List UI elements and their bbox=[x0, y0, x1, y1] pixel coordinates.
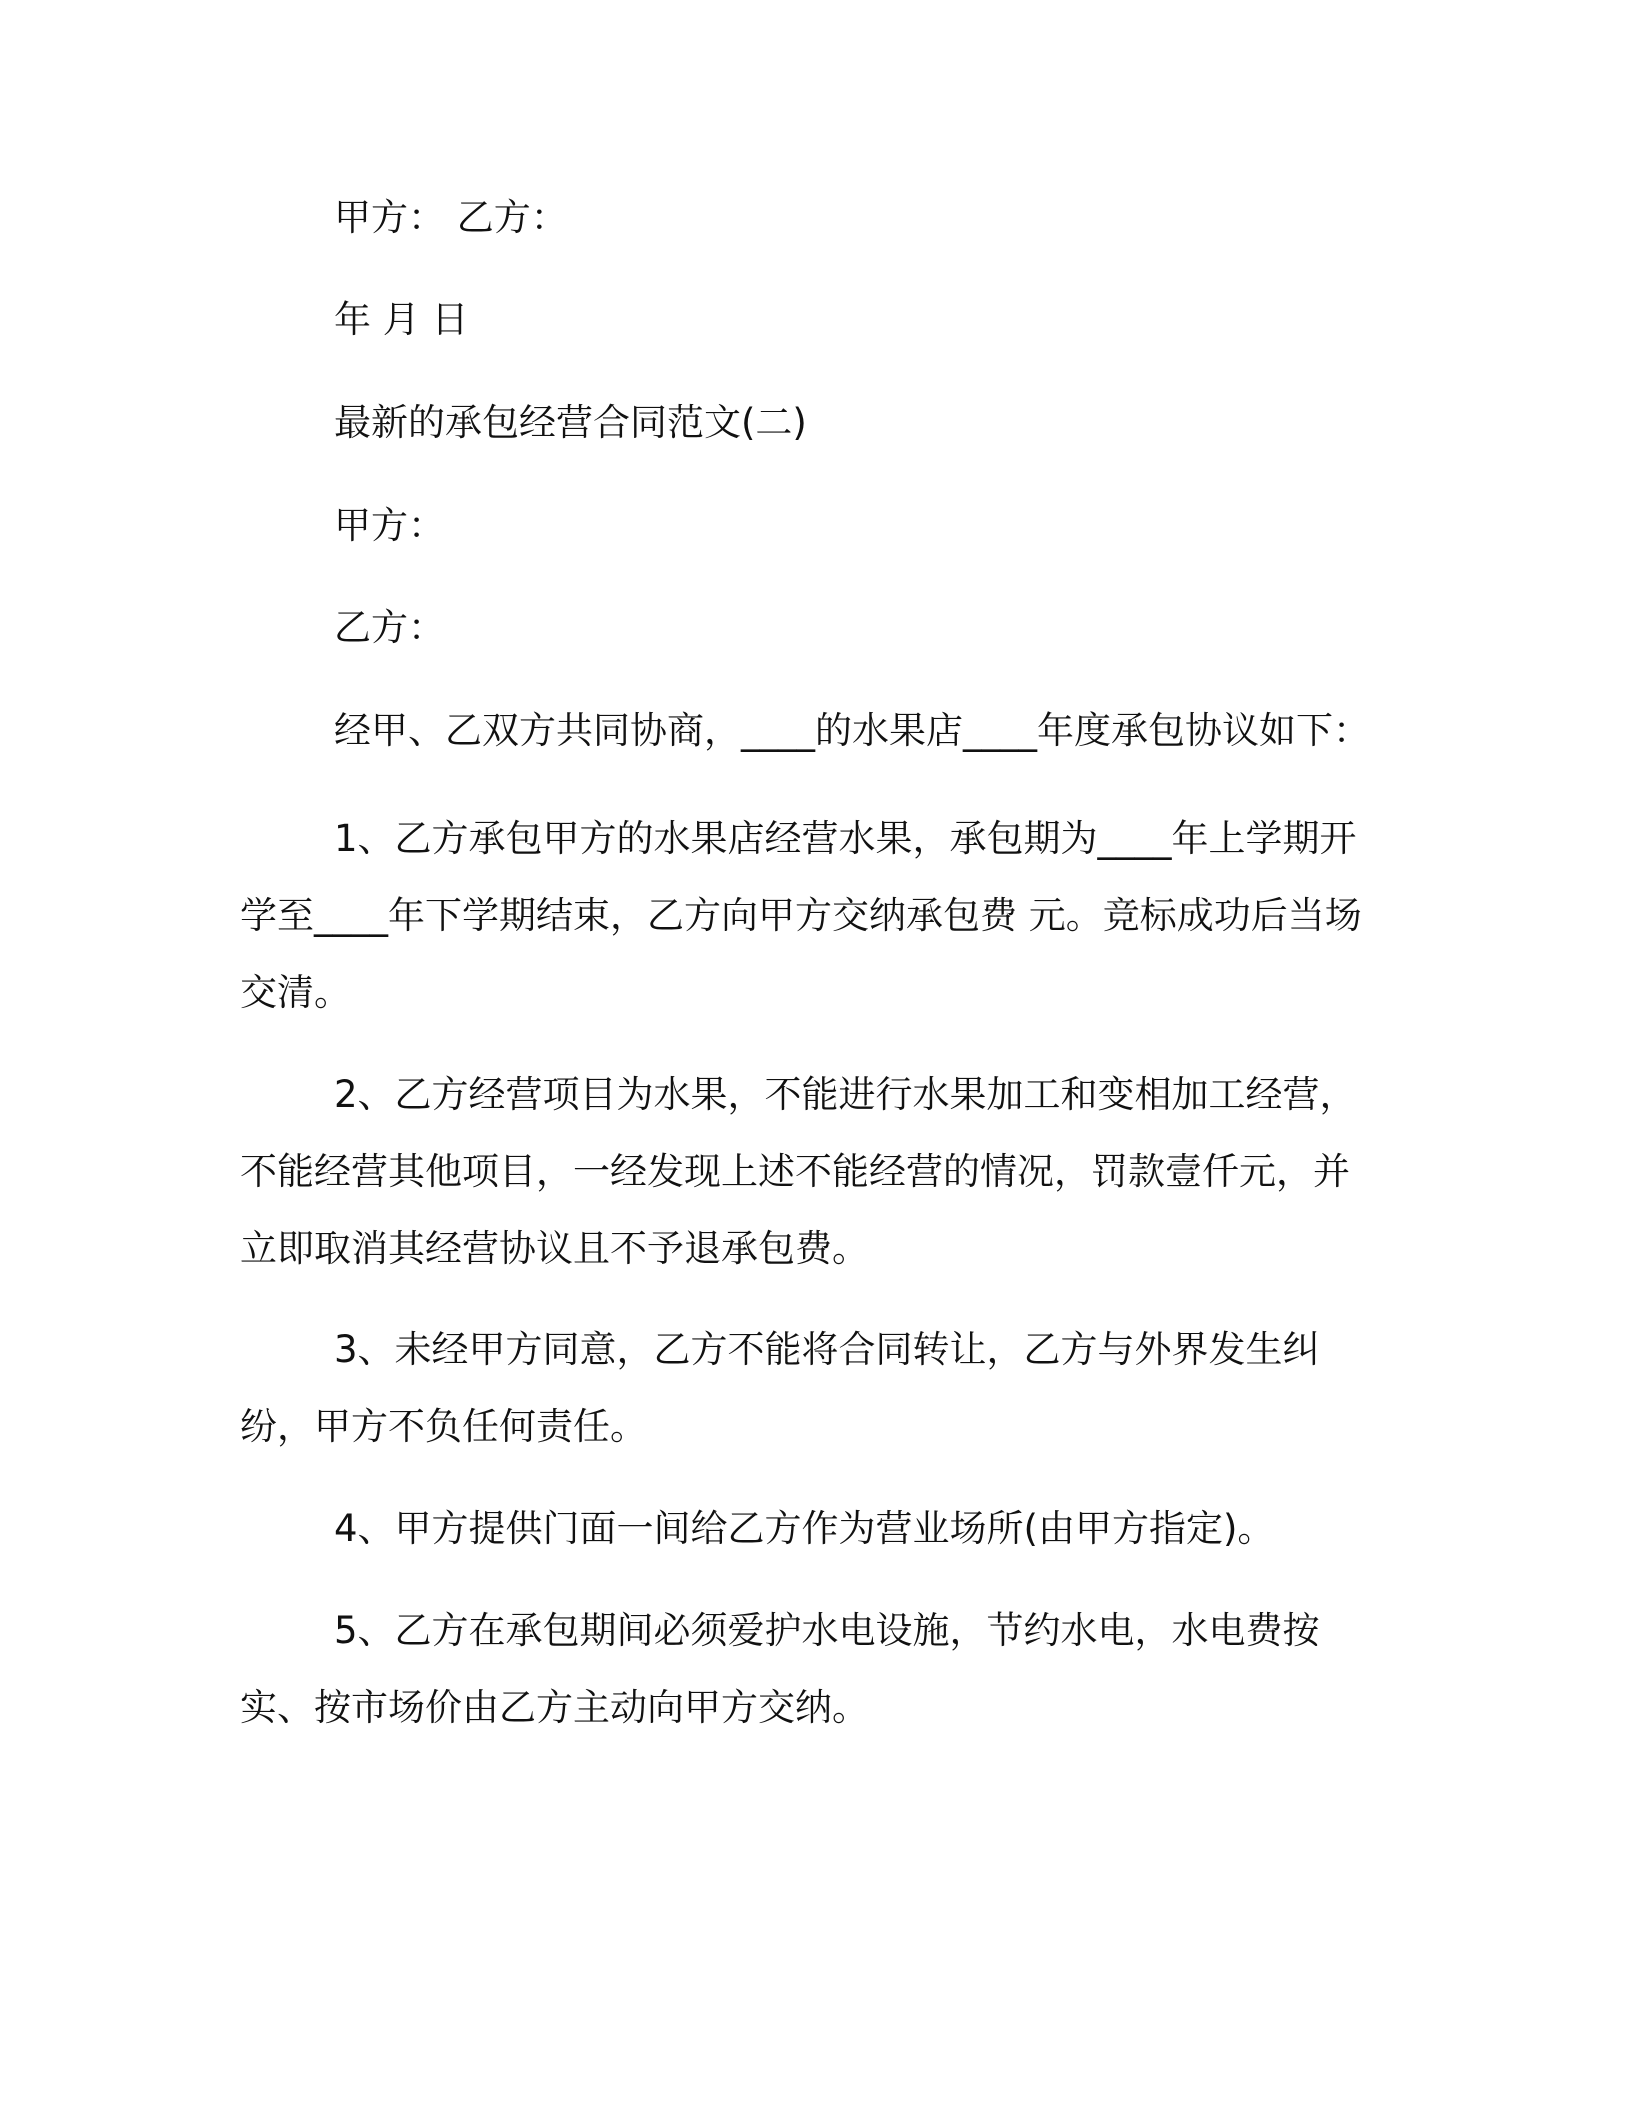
document-title: 最新的承包经营合同范文(二) bbox=[334, 401, 807, 444]
party-b-label: 乙方： bbox=[334, 606, 445, 649]
clause-1-text: 1、乙方承包甲方的水果店经营水果，承包期为____年上学期开学至____年下学期结束，乙方向甲方交纳承包费 元。竞标成功后当场交清。 bbox=[240, 817, 1362, 1014]
clause-2-text: 2、乙方经营项目为水果，不能进行水果加工和变相加工经营，不能经营其他项目，一经发现上述不能经营的情况，罚款壹仟元，并立即取消其经营协议且不予退承包费。 bbox=[240, 1073, 1357, 1270]
intro-paragraph: 经甲、乙双方共同协商，____的水果店____年度承包协议如下： bbox=[334, 709, 1370, 752]
clause-3-text: 3、未经甲方同意，乙方不能将合同转让，乙方与外界发生纠纷，甲方不负任何责任。 bbox=[240, 1328, 1320, 1448]
clause-4 bbox=[240, 1490, 1380, 1567]
clause-3 bbox=[240, 1311, 1380, 1465]
clause-2 bbox=[240, 1056, 1380, 1287]
clause-4-text: 4、甲方提供门面一间给乙方作为营业场所(由甲方指定)。 bbox=[334, 1507, 1275, 1550]
party-a-label: 甲方： bbox=[334, 504, 445, 547]
date-line: 年 月 日 bbox=[334, 298, 469, 341]
clause-5 bbox=[240, 1592, 1380, 1746]
signature-line: 甲方： 乙方： bbox=[334, 196, 568, 239]
clause-1 bbox=[240, 800, 1380, 1031]
clause-5-text: 5、乙方在承包期间必须爱护水电设施，节约水电，水电费按实、按市场价由乙方主动向甲方交纳。 bbox=[240, 1609, 1320, 1729]
